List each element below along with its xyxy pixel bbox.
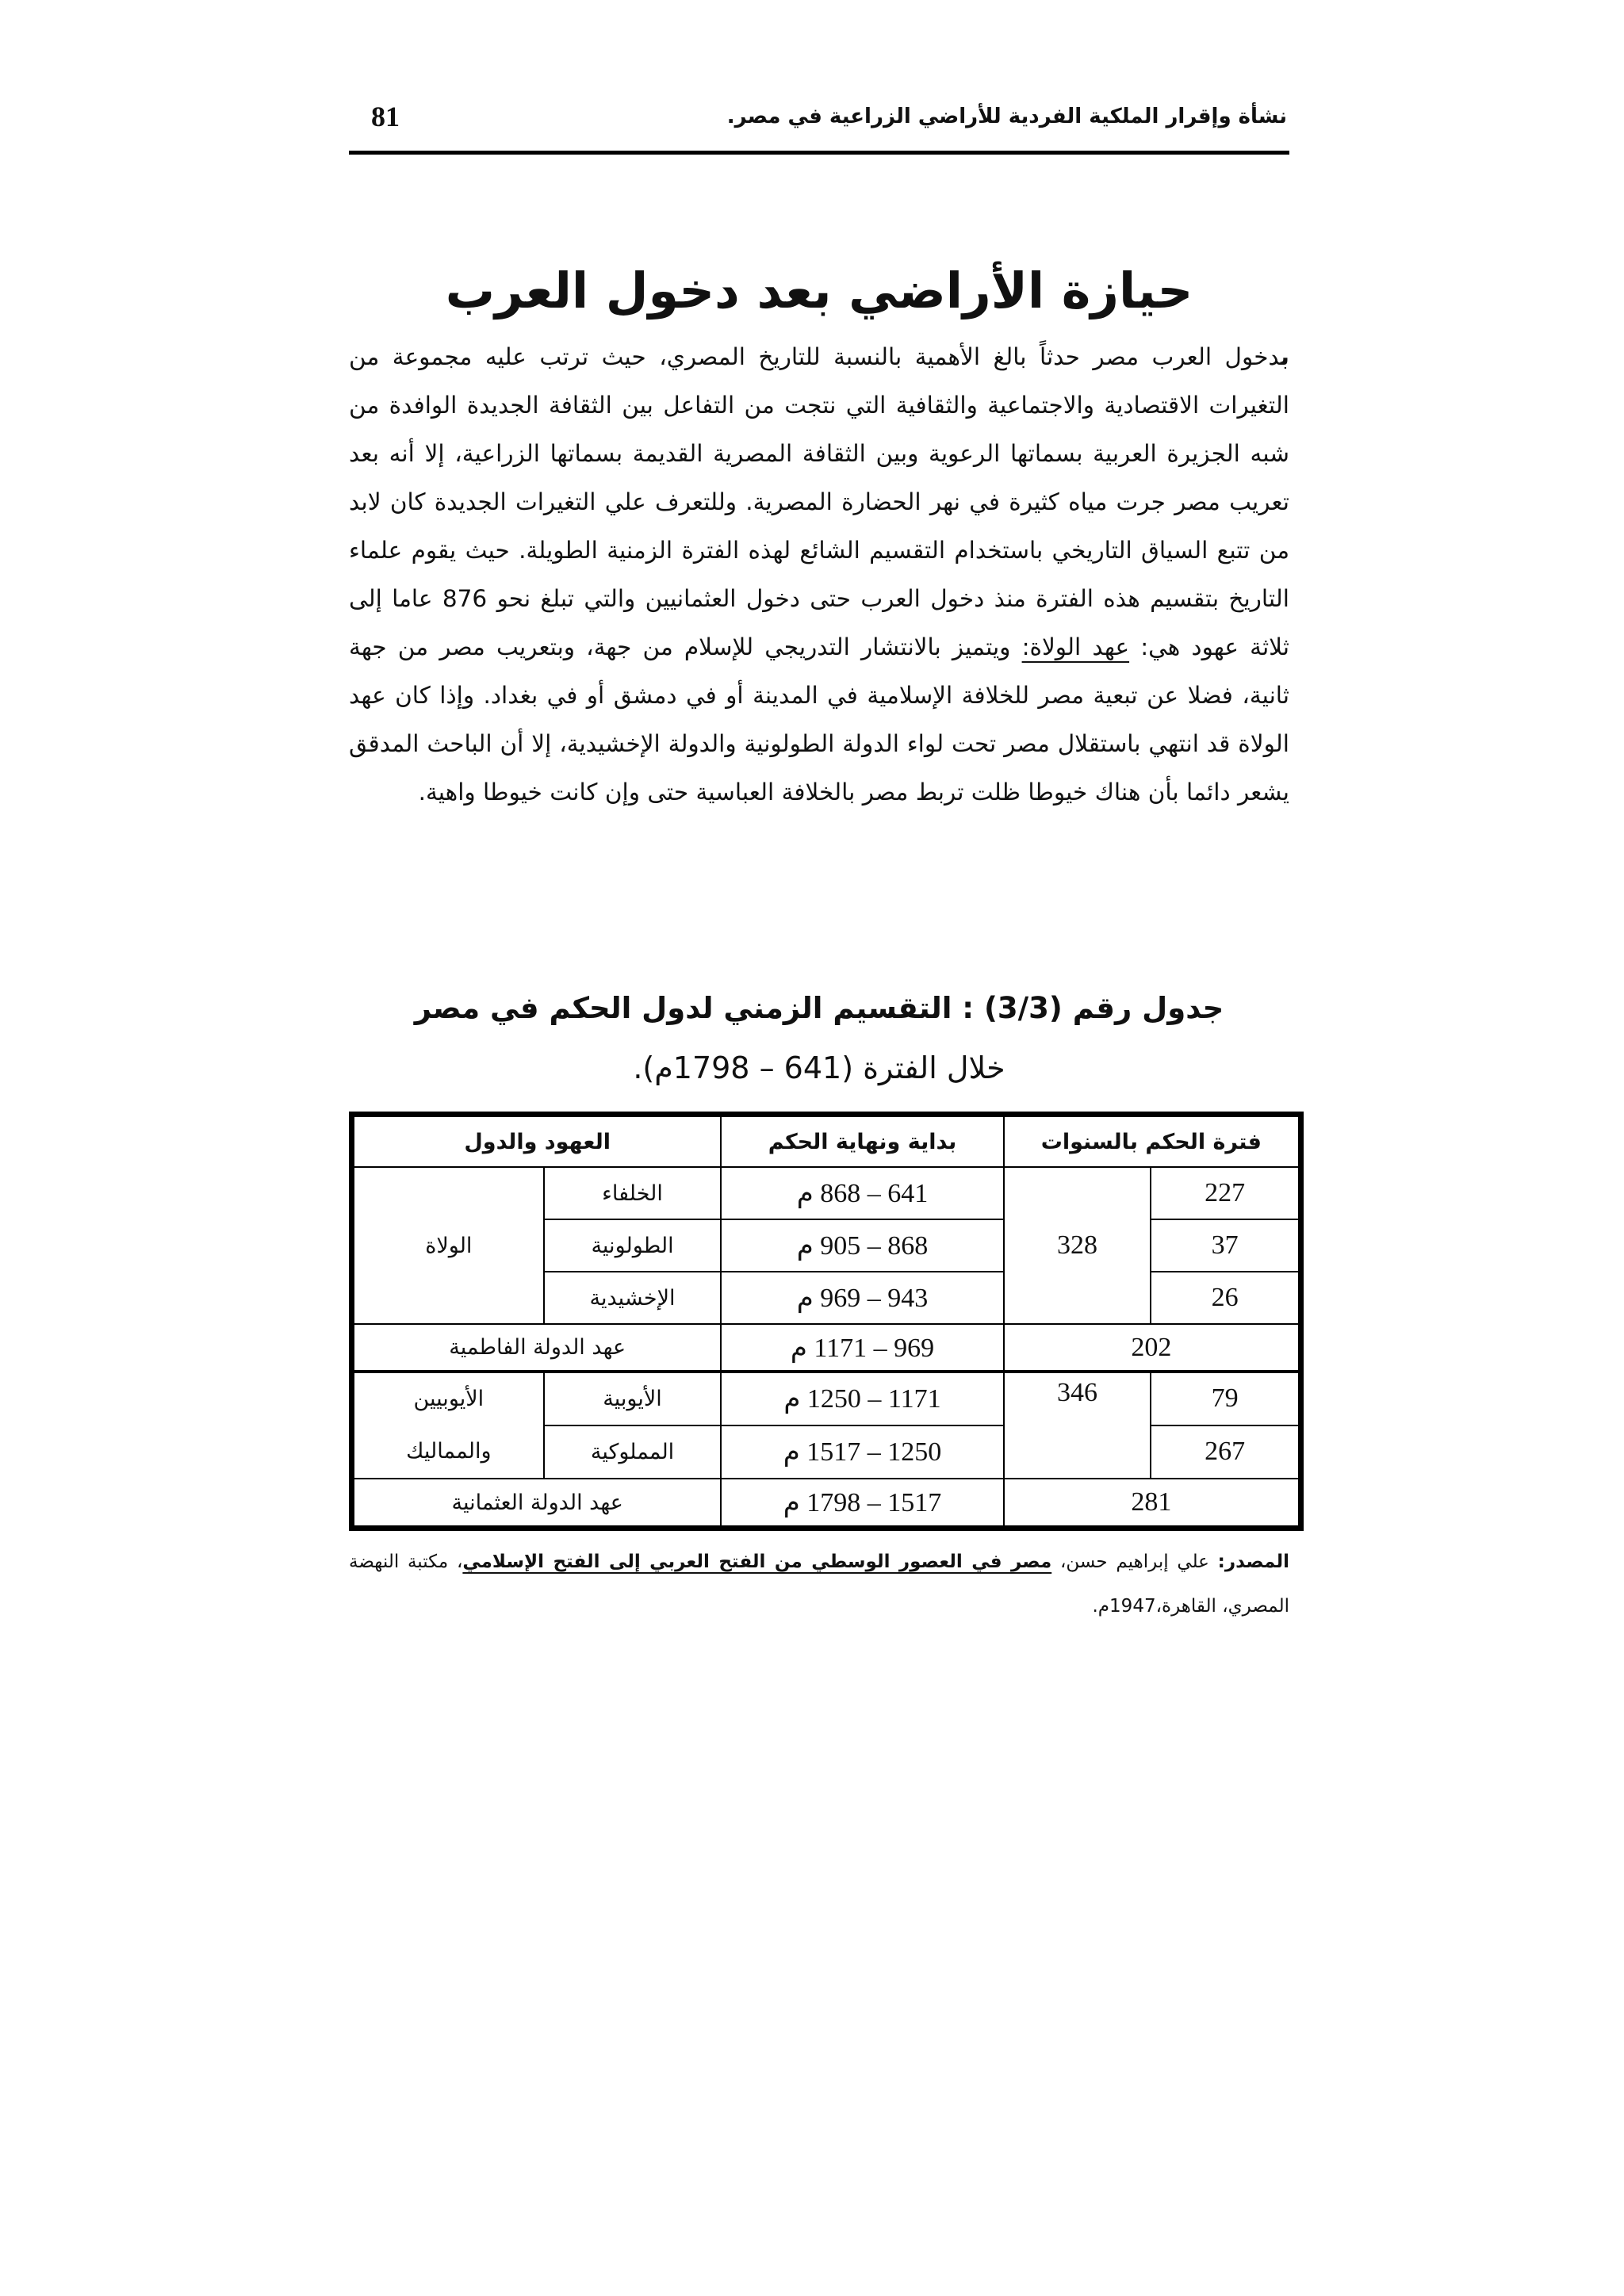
period-cell: 1171 – 1250 م xyxy=(721,1372,1003,1425)
table-row xyxy=(354,1372,1299,1425)
header-years: فترة الحكم بالسنوات xyxy=(1004,1116,1299,1167)
header-period: بداية ونهاية الحكم xyxy=(721,1116,1003,1167)
table-caption-title: جدول رقم (3/3) : التقسيم الزمني لدول الحكم في مصر xyxy=(414,991,1224,1025)
header-eras: العهود والدول xyxy=(354,1116,721,1167)
state-cell: المملوكية xyxy=(544,1425,722,1479)
table-header-row xyxy=(354,1116,1299,1167)
source-label: المصدر: xyxy=(1217,1552,1289,1572)
state-cell: الخلفاء xyxy=(544,1167,722,1219)
rule-periods-table xyxy=(349,1112,1304,1531)
underlined-term: عهد الولاة: xyxy=(1021,633,1130,660)
years-cell: 227 xyxy=(1151,1167,1299,1219)
table-row xyxy=(354,1167,1299,1219)
era-label-line-1: الأيوبيين xyxy=(413,1387,485,1411)
era-label-cell: الولاة xyxy=(354,1167,544,1324)
source-note xyxy=(349,1540,1289,1628)
period-cell: 969 – 1171 م xyxy=(721,1324,1003,1372)
table-row xyxy=(354,1324,1299,1372)
running-header-title: نشأة وإقرار الملكية الفردية للأراضي الزراعية في مصر. xyxy=(726,105,1287,128)
era-label-cell: عهد الدولة العثمانية xyxy=(354,1479,721,1526)
years-cell: 267 xyxy=(1151,1425,1299,1479)
group-total-cell: 328 xyxy=(1004,1167,1151,1324)
years-cell: 37 xyxy=(1151,1219,1299,1272)
source-book-title: مصر في العصور الوسطي من الفتح العربي إلى الفتح الإسلامي xyxy=(462,1552,1052,1572)
table-row xyxy=(354,1479,1299,1526)
body-text-part-2: ويتميز بالانتشار التدريجي للإسلام من جهة، وبتعريب مصر من جهة ثانية، فضلا عن تبعية مصر للخلافة الإسلامية في المدينة أو في دمشق أو في بغداد. وإذا كان عهد الولاة قد انتهي باستقلال مصر تحت لواء الدولة الطولونية والدولة الإخشيدية، إلا أن الباحث المدقق يشعر دائما بأن هناك خيوطا ظلت تربط مصر بالخلافة العباسية حتى وإن كانت خيوطا واهية. xyxy=(349,633,1289,806)
years-cell: 202 xyxy=(1004,1324,1299,1372)
table-caption-period: خلال الفترة (641 – 1798م). xyxy=(633,1050,1005,1085)
state-cell: الأيوبية xyxy=(544,1372,722,1425)
period-cell: 943 – 969 م xyxy=(721,1272,1003,1324)
source-author: علي إبراهيم حسن، xyxy=(1051,1552,1218,1572)
source-publisher: ، مكتبة النهضة المصري، القاهرة،1947م. xyxy=(349,1552,1289,1617)
years-cell: 281 xyxy=(1004,1479,1299,1526)
state-cell: الإخشيدية xyxy=(544,1272,722,1324)
body-paragraph xyxy=(349,333,1289,817)
years-cell: 79 xyxy=(1151,1372,1299,1425)
page-number: 81 xyxy=(371,101,400,132)
era-label-cell: عهد الدولة الفاطمية xyxy=(354,1324,721,1372)
group-total-cell: 346 xyxy=(1004,1372,1151,1479)
period-cell: 1250 – 1517 م xyxy=(721,1425,1003,1479)
years-cell: 26 xyxy=(1151,1272,1299,1324)
section-heading: حيازة الأراضي بعد دخول العرب xyxy=(445,262,1193,320)
era-label-cell xyxy=(354,1372,544,1479)
period-cell: 641 – 868 م xyxy=(721,1167,1003,1219)
state-cell: الطولونية xyxy=(544,1219,722,1272)
period-cell: 1517 – 1798 م xyxy=(721,1479,1003,1526)
body-text-part-1: دخول العرب مصر حدثاً بالغ الأهمية بالنسبة للتاريخ المصري، حيث ترتب عليه مجموعة من التغيرات الاقتصادية والاجتماعية والثقافية التي نتجت من التفاعل بين الثقافة الجديدة الوافدة من شبه الجزيرة العربية بسماتها الرعوية وبين الثقافة المصرية القديمة بسماتها الزراعية، إلا أنه بعد تعريب مصر جرت مياه كثيرة في نهر الحضارة المصرية. وللتعرف علي التغيرات الجديدة كان لابد من تتبع السياق التاريخي باستخدام التقسيم الشائع لهذه الفترة الزمنية الطويلة. حيث يقوم علماء التاريخ بتقسيم هذه الفترة منذ دخول العرب حتى دخول العثمانيين والتي تبلغ نحو 876 عاما إلى ثلاثة عهود هي: xyxy=(349,343,1289,660)
rule-periods-grid xyxy=(353,1115,1300,1527)
drop-letter: ب xyxy=(1280,343,1289,370)
header-divider xyxy=(349,151,1289,155)
period-cell: 868 – 905 م xyxy=(721,1219,1003,1272)
era-label-line-2: والمماليك xyxy=(406,1439,492,1464)
